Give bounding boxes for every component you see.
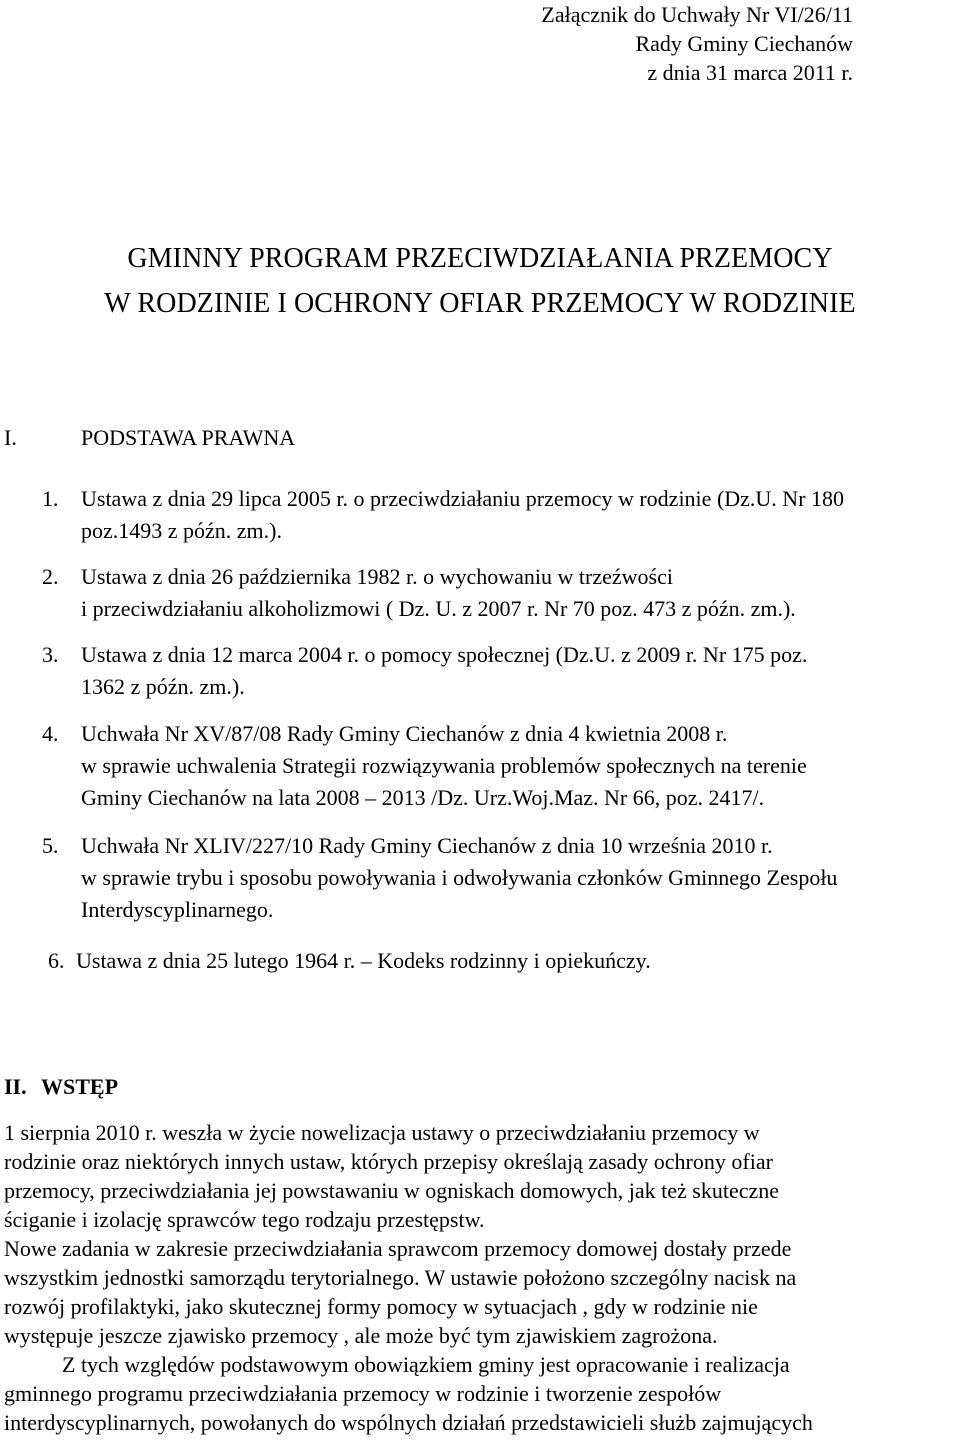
text-line: przemocy, przeciwdziałania jej powstawaniu w ogniskach domowych, jak też skuteczne bbox=[4, 1178, 780, 1203]
list-item-line: Gminy Ciechanów na lata 2008 – 2013 /Dz. Urz.Woj.Maz. Nr 66, poz. 2417/. bbox=[81, 785, 765, 810]
list-item-line: Ustawa z dnia 26 października 1982 r. o wychowaniu w trzeźwości bbox=[81, 564, 673, 589]
document-title bbox=[0, 236, 960, 326]
list-item-text bbox=[81, 639, 807, 703]
section-title: PODSTAWA PRAWNA bbox=[81, 425, 296, 450]
list-item-line: Ustawa z dnia 12 marca 2004 r. o pomocy społecznej (Dz.U. z 2009 r. Nr 175 poz. bbox=[81, 642, 808, 667]
list-item-number: 4. bbox=[42, 721, 59, 746]
section-number: I. bbox=[4, 425, 17, 450]
text-line: Nowe zadania w zakresie przeciwdziałania sprawcom przemocy domowej dostały przede bbox=[4, 1236, 792, 1261]
annex-header-line: z dnia 31 marca 2011 r. bbox=[647, 60, 853, 85]
list-item-text bbox=[81, 830, 837, 926]
list-item-text bbox=[81, 561, 796, 625]
section-number: II. bbox=[4, 1074, 27, 1099]
list-item-line: 1362 z późn. zm.). bbox=[81, 674, 245, 699]
list-item-line: poz.1493 z późn. zm.). bbox=[81, 518, 282, 543]
section-title: WSTĘP bbox=[41, 1074, 119, 1099]
list-item-line: i przeciwdziałaniu alkoholizmowi ( Dz. U. z 2007 r. Nr 70 poz. 473 z późn. zm.). bbox=[81, 596, 796, 621]
text-line: gminnego programu przeciwdziałania przemocy w rodzinie i tworzenie zespołów bbox=[4, 1381, 722, 1406]
text-line: rozwój profilaktyki, jako skutecznej formy pomocy w sytuacjach , gdy w rodzinie nie bbox=[4, 1294, 758, 1319]
list-item-number: 5. bbox=[42, 833, 59, 858]
annex-header bbox=[541, 0, 853, 87]
text-line: Z tych względów podstawowym obowiązkiem gminy jest opracowanie i realizacja bbox=[62, 1352, 790, 1377]
list-item-line: Uchwała Nr XV/87/08 Rady Gminy Ciechanów z dnia 4 kwietnia 2008 r. bbox=[81, 721, 728, 746]
annex-header-line: Rady Gminy Ciechanów bbox=[635, 31, 853, 56]
list-item-number: 3. bbox=[42, 642, 59, 667]
list-item-line: Ustawa z dnia 29 lipca 2005 r. o przeciwdziałaniu przemocy w rodzinie (Dz.U. Nr 180 bbox=[81, 486, 845, 511]
list-item-number: 6. bbox=[48, 948, 65, 973]
text-line: rodzinie oraz niektórych innych ustaw, których przepisy określają zasady ochrony ofiar bbox=[4, 1149, 773, 1174]
list-item-text bbox=[81, 718, 807, 814]
list-item-text bbox=[76, 945, 651, 977]
annex-header-line: Załącznik do Uchwały Nr VI/26/11 bbox=[541, 2, 853, 27]
list-item-number: 2. bbox=[42, 564, 59, 589]
list-item-line: Interdyscyplinarnego. bbox=[81, 897, 274, 922]
list-item-line: Ustawa z dnia 25 lutego 1964 r. – Kodeks rodzinny i opiekuńczy. bbox=[76, 948, 651, 973]
title-line: GMINNY PROGRAM PRZECIWDZIAŁANIA PRZEMOCY bbox=[127, 243, 833, 274]
text-line: wszystkim jednostki samorządu terytorialnego. W ustawie położono szczególny nacisk na bbox=[4, 1265, 797, 1290]
title-line: W RODZINIE I OCHRONY OFIAR PRZEMOCY W RODZINIE bbox=[104, 288, 856, 319]
text-line: 1 sierpnia 2010 r. weszła w życie nowelizacja ustawy o przeciwdziałaniu przemocy w bbox=[4, 1120, 760, 1145]
list-item-line: w sprawie uchwalenia Strategii rozwiązywania problemów społecznych na terenie bbox=[81, 753, 807, 778]
list-item-text bbox=[81, 483, 844, 547]
text-line: ściganie i izolację sprawców tego rodzaju przestępstw. bbox=[4, 1207, 485, 1232]
list-item-line: w sprawie trybu i sposobu powoływania i odwoływania członków Gminnego Zespołu bbox=[81, 865, 838, 890]
text-line: interdyscyplinarnych, powołanych do wspólnych działań przedstawicieli służb zajmujących bbox=[4, 1410, 813, 1435]
section-heading-introduction bbox=[4, 1073, 118, 1101]
list-item-line: Uchwała Nr XLIV/227/10 Rady Gminy Ciechanów z dnia 10 września 2010 r. bbox=[81, 833, 773, 858]
section-heading-legal-basis bbox=[4, 424, 295, 452]
list-item-number: 1. bbox=[42, 486, 59, 511]
text-line: występuje jeszcze zjawisko przemocy , ale może być tym zjawiskiem zagrożona. bbox=[4, 1323, 718, 1348]
introduction-text bbox=[4, 1118, 956, 1437]
